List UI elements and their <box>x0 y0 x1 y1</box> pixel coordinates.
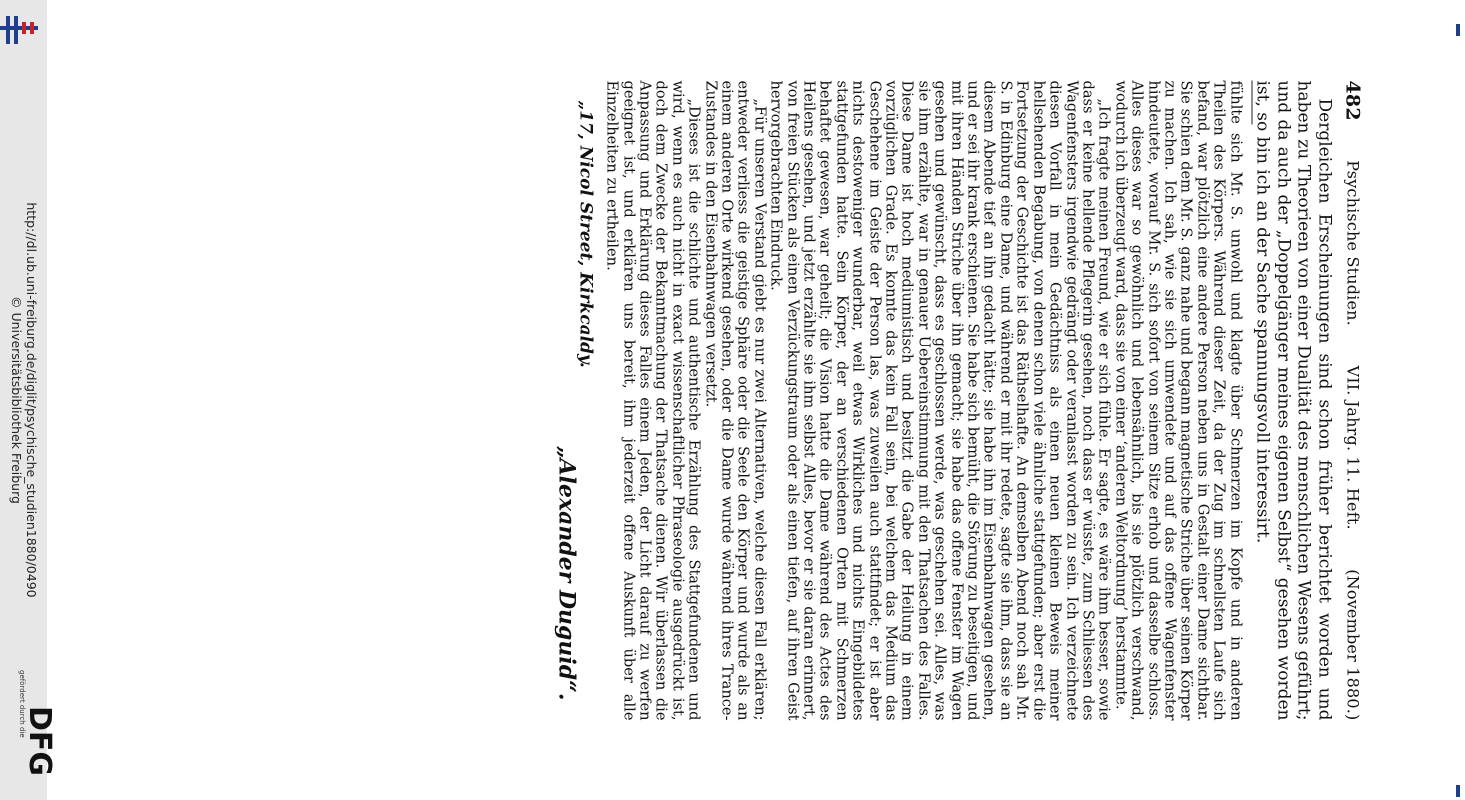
body-paragraph: „Dieses ist die schlichte und authentische Erzählung des Stattgefundenen und wird, wenn es auch nicht in exact wissenschaftlicher Phraseologie ausgedrückt ist, doch dem Zwecke der Bekanntmachung der Thatsache dienen. Wir überlassen die Anpassung und Erklärung dieses Falles einem Jeden, der Licht darauf zu werfen geeignet ist, und erklären uns bereit, ihm jederzeit offene Auskunft über alle Einzelheiten zu ertheilen. <box>603 80 703 721</box>
page-number: 482 <box>1341 80 1363 121</box>
copyright-note: © Universitätsbibliothek Freiburg <box>9 296 24 504</box>
right-edge-marker-icon <box>1455 24 1461 36</box>
funding-note: gefördert durch die <box>18 670 26 738</box>
intro-paragraph: Dergleichen Erscheinungen sind schon früher berichtet worden und haben zu Theorieen von einer Dualität des menschlichen Wesens geführt; und da auch der „Doppelgänger meines eigenen Selbst“ gesehen worden ist, so bin ich an der Sache spannungsvoll interessirt. <box>1252 80 1334 721</box>
signature-address: „17, Nicol Street, Kirkcaldy. <box>574 100 595 368</box>
volume-issue: VII. Jahrg. 11. Heft. <box>1343 365 1362 530</box>
issue-date: (November 1880.) <box>1343 569 1362 721</box>
dfg-logo-icon <box>2 704 57 796</box>
journal-title: Psychische Studien. <box>1343 160 1362 326</box>
body-paragraph: „Für unseren Verstand giebt es nur zwei Alternativen, welche diesen Fall erklären; entweder verliess die geistige Sphäre oder die Seele den Körper und wurde als an einem anderen Orte wirkend gesehen, oder die Dame wurde während ihres Trance-Zustandes in den Eisenbahnwagen versetzt. <box>701 80 768 721</box>
dfg-logo-text: DFG <box>22 706 57 777</box>
running-header <box>1341 80 1363 721</box>
right-edge-marker-icon <box>1455 785 1461 797</box>
source-url-link[interactable]: http://dl.ub.uni-freiburg.de/diglit/psychische_studien1880/0490 <box>24 202 39 598</box>
viewer-side-strip <box>0 0 57 800</box>
body-paragraph: fühlte sich Mr. S. unwohl und klagte über Schmerzen im Kopfe und in anderen Theilen des Körpers. Während dieser Zeit, da der Zug im schnellsten Laufe sich befand, war plötzlich eine andere Person neben uns in Gestalt einer Dame sichtbar. Sie schien dem Mr. S. ganz nahe und begann magnetische Striche über seinen Körper zu machen. Ich sah, wie sie sich umwendete und auf das offene Wagenfenster hindeutete, worauf Mr. S. sich sofort von seinem Sitze erhob und dasselbe schloss. Alles dieses war so gewöhnlich und lebensähnlich, bis sie plötzlich verschwand, wodurch ich überzeugt ward, dass sie von einer ‘anderen Weltordnung’ herstammte. <box>1111 80 1244 721</box>
signature-name: „Alexander Duguid“. <box>553 445 580 701</box>
scanned-page <box>259 81 1364 721</box>
university-logo-icon <box>0 8 42 52</box>
body-paragraph: „Ich fragte meinen Freund, wie er sich fühle. Er sagte, es wäre ihm besser, sowie dass er keine hellende Pflegerin gesehen, noch dass er wüsste, zum Schliessen des Wagenfensters irgendwie gedrängt oder veranlasst worden zu sein. Ich verzeichnete diesen Vorfall in mein Gedächtniss als einen neuen kleinen Beweis meiner hellsehenden Begabung, von denen schon viele ähnliche stattgefunden; aber erst die Fortsetzung der Geschichte ist das Räthselhafte. An demselben Abend noch sah Mr. S. in Edinburg eine Dame, und während er mit ihr redete, sagte sie ihm, dass sie an diesem Abende tief an ihn gedacht hätte; sie habe ihn im Eisenbahnwagen gesehen, und er sei ihr krank erschienen. Sie habe sich bemüht, die Störung zu beseitigen, und mit ihren Händen Striche über ihn gemacht; sie habe das offene Fenster im Wagen gesehen und gewünscht, dass es geschlossen werde, was geschehen sei. Alles, was sie ihm erzählte, war in genauer Uebereinstimmung mit den Thatsachen des Falles. Diese Dame ist hoch mediumistisch und besitzt die Gabe der Heilung in einem vorzüglichen Grade. Es konnte das kein Fall sein, bei welchem das Medium das Geschehene im Geiste der Person las, was zuweilen auch stattfindet; er ist aber nichts destoweniger wunderbar, weil etwas Wirkliches und nichts Eingebildetes stattgefunden hatte. Sein Körper, der an verschiedenen Orten mit Schmerzen behaftet gewesen, war geheilt; die Vision hatte die Dame während des Actes des Heilens gesehen, und jetzt erzählte sie ihm selbst Alles, bevor er sie daran erinnert, von freien Stücken als einen Verzückungstraum oder als einen tiefen, auf ihren Geist hervorgebrachten Eindruck. <box>767 80 1113 721</box>
source-citation <box>9 202 39 597</box>
